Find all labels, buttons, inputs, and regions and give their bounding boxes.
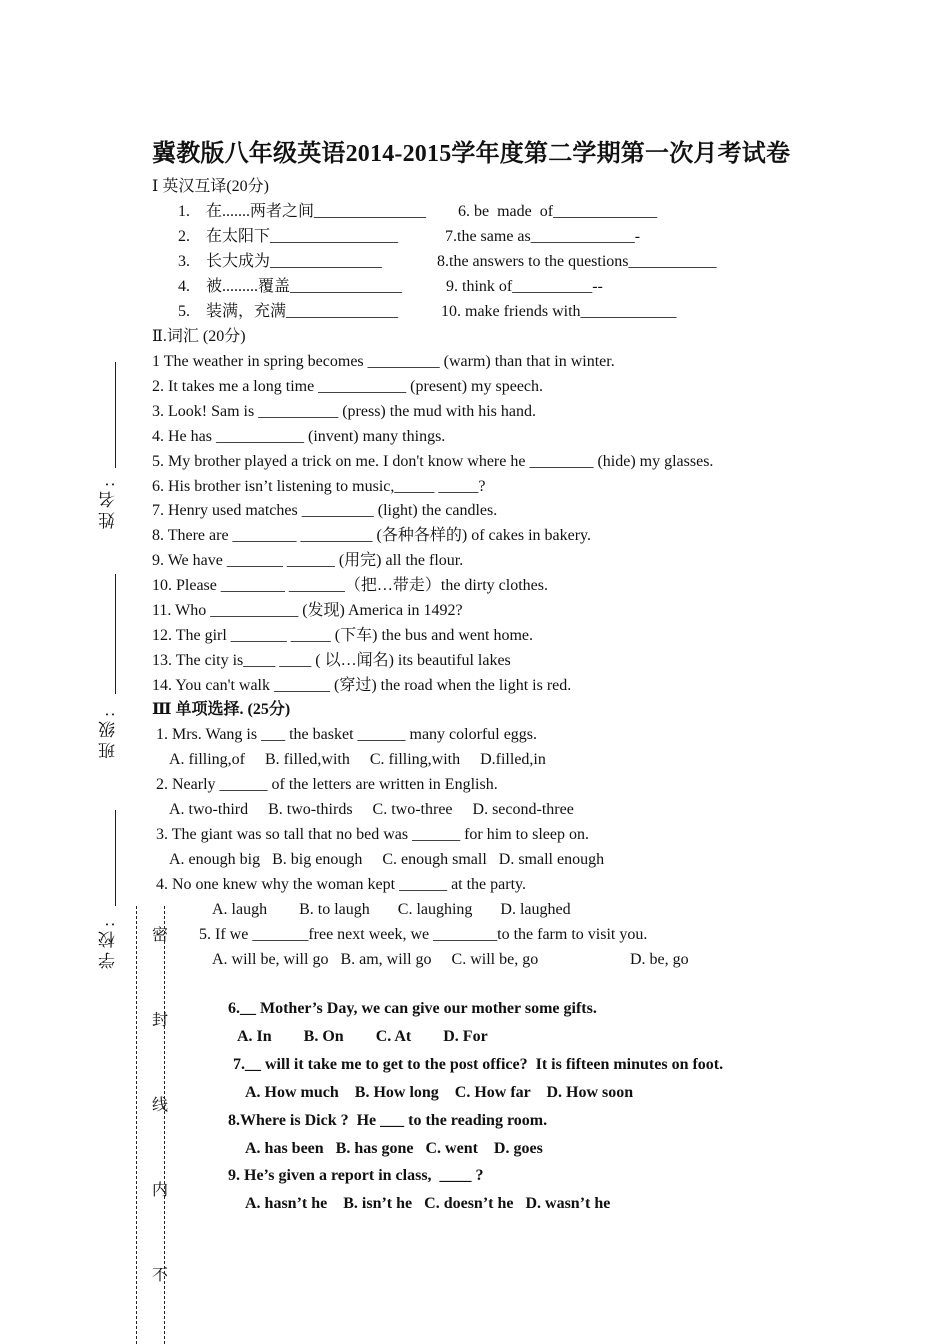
- section2-item: 11. Who ___________ (发现) America in 1492?: [152, 602, 463, 619]
- seal-dashed-line: [136, 906, 137, 1344]
- question-options: A. filling,of B. filled,with C. filling,with D.filled,in: [169, 751, 546, 768]
- question-options: A. enough big B. big enough C. enough small D. small enough: [169, 851, 605, 868]
- question: 8.Where is Dick ? He ___ to the reading room.: [228, 1112, 548, 1129]
- name-label: 姓名:: [99, 478, 118, 529]
- section2-item: 5. My brother played a trick on me. I don't know where he ________ (hide) my glasses.: [152, 453, 714, 470]
- section1-item: 4. 被.........覆盖______________: [178, 278, 403, 295]
- section1-item: 2. 在太阳下________________: [178, 228, 399, 245]
- section1-item: 6. be made of_____________: [458, 203, 658, 220]
- question-options: A. hasn’t he B. isn’t he C. doesn’t he D. wasn’t he: [245, 1195, 611, 1212]
- question-options: A. two-third B. two-thirds C. two-three D. second-three: [169, 801, 574, 818]
- question-options: A. In B. On C. At D. For: [237, 1028, 488, 1045]
- question: 7.__ will it take me to get to the post office? It is fifteen minutes on foot.: [233, 1056, 724, 1073]
- seal-char: 线: [152, 1097, 169, 1114]
- question: 3. The giant was so tall that no bed was ______ for him to sleep on.: [156, 826, 589, 843]
- question: 6.__ Mother’s Day, we can give our mother some gifts.: [228, 1000, 597, 1017]
- section3-heading: Ⅲ 单项选择. (25分): [152, 701, 291, 718]
- school-label: 学校:: [99, 918, 118, 969]
- section2-item: 4. He has ___________ (invent) many things.: [152, 428, 446, 445]
- section1-item: 1. 在.......两者之间______________: [178, 203, 427, 220]
- section1-item: 5. 装满，充满______________: [178, 303, 399, 320]
- question-options: A. has been B. has gone C. went D. goes: [245, 1140, 543, 1157]
- section1-item: 3. 长大成为______________: [178, 253, 383, 270]
- question-option-d: D. be, go: [630, 951, 689, 968]
- section2-item: 9. We have _______ ______ (用完) all the flour.: [152, 552, 464, 569]
- section2-item: 10. Please ________ _______（把…带走）the dirty clothes.: [152, 577, 548, 594]
- seal-char: 内: [152, 1182, 169, 1199]
- section2-item: 1 The weather in spring becomes _________ (warm) than that in winter.: [152, 353, 615, 370]
- section1-heading: Ⅰ 英汉互译(20分): [152, 178, 269, 195]
- section2-item: 2. It takes me a long time ___________ (present) my speech.: [152, 378, 544, 395]
- section2-item: 8. There are ________ _________ (各种各样的) of cakes in bakery.: [152, 527, 592, 544]
- section2-item: 14. You can't walk _______ (穿过) the road when the light is red.: [152, 677, 572, 694]
- question-options: A. will be, will go B. am, will go C. will be, go: [212, 951, 539, 968]
- question: 1. Mrs. Wang is ___ the basket ______ many colorful eggs.: [156, 726, 538, 743]
- question: 9. He’s given a report in class, ____ ?: [228, 1167, 484, 1184]
- seal-char: 密: [152, 927, 169, 944]
- class-label: 班级:: [99, 708, 118, 759]
- page-title: 冀教版八年级英语2014-2015学年度第二学期第一次月考试卷: [152, 141, 791, 167]
- section2-heading: Ⅱ.词汇 (20分): [152, 328, 246, 345]
- section2-item: 3. Look! Sam is __________ (press) the mud with his hand.: [152, 403, 536, 420]
- section2-item: 12. The girl _______ _____ (下车) the bus and went home.: [152, 627, 533, 644]
- section1-item: 10. make friends with____________: [441, 303, 677, 320]
- section1-item: 9. think of__________--: [446, 278, 603, 295]
- section2-item: 7. Henry used matches _________ (light) the candles.: [152, 502, 498, 519]
- seal-char: 不: [152, 1267, 169, 1284]
- binding-line: [115, 362, 116, 468]
- binding-line: [115, 574, 116, 694]
- section1-item: 8.the answers to the questions___________: [437, 253, 717, 270]
- section2-item: 13. The city is____ ____ ( 以…闻名) its beautiful lakes: [152, 652, 511, 669]
- question: 5. If we _______free next week, we ________to the farm to visit you.: [199, 926, 648, 943]
- question-options: A. laugh B. to laugh C. laughing D. laughed: [212, 901, 571, 918]
- question: 2. Nearly ______ of the letters are written in English.: [156, 776, 498, 793]
- section1-item: 7.the same as_____________-: [445, 228, 641, 245]
- seal-char: 封: [152, 1012, 169, 1029]
- binding-line: [115, 810, 116, 906]
- section2-item: 6. His brother isn’t listening to music,_____ _____?: [152, 478, 486, 495]
- question: 4. No one knew why the woman kept ______ at the party.: [156, 876, 526, 893]
- question-options: A. How much B. How long C. How far D. How soon: [245, 1084, 634, 1101]
